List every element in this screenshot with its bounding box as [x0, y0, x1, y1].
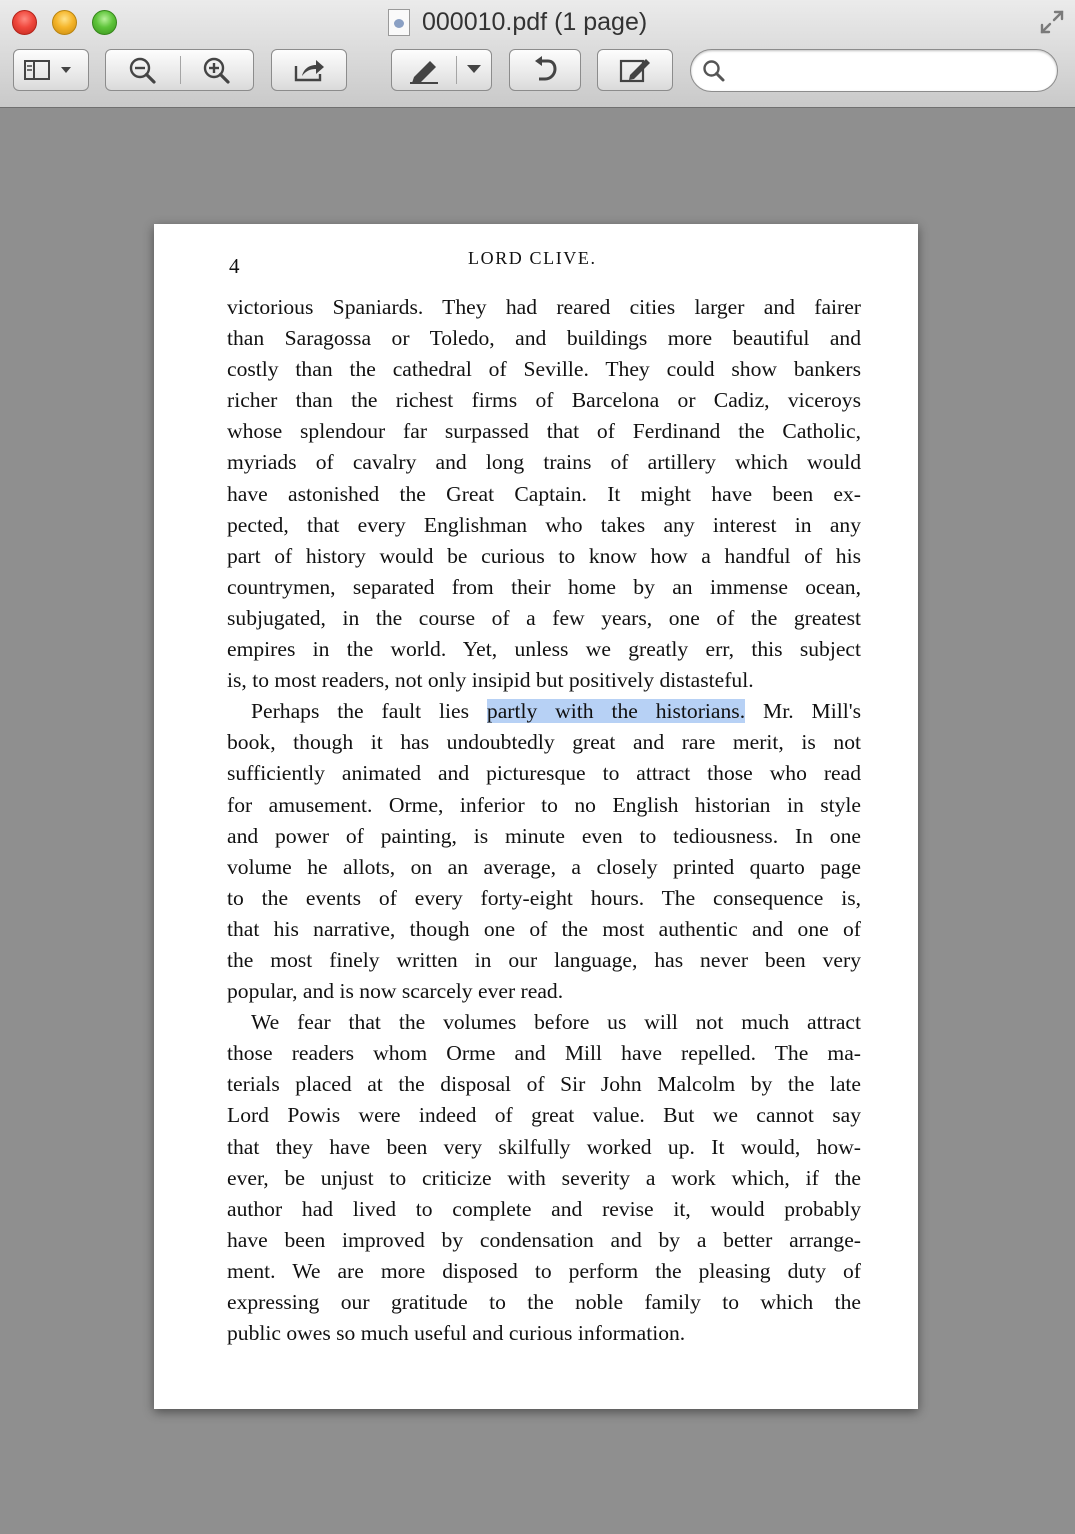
- text-line: for amusement. Orme, inferior to no English historian in style: [227, 792, 861, 817]
- share-button[interactable]: [271, 49, 347, 91]
- fullscreen-icon[interactable]: [1038, 8, 1066, 36]
- edit-icon: [618, 55, 652, 85]
- search-field[interactable]: [690, 49, 1058, 92]
- zoom-segmented-control: [105, 49, 254, 91]
- text-line: countrymen, separated from their home by an immense ocean,: [227, 574, 861, 599]
- text-line: have astonished the Great Captain. It might have been ex-: [227, 481, 861, 506]
- text-line: terials placed at the disposal of Sir John Malcolm by the late: [227, 1072, 861, 1097]
- paragraph-3: [227, 1007, 861, 1349]
- text-line: richer than the richest firms of Barcelona or Cadiz, viceroys: [227, 388, 861, 413]
- text-line: empires in the world. Yet, unless we greatly err, this subject: [227, 637, 861, 662]
- text-line: part of history would be curious to know how a handful of his: [227, 543, 861, 568]
- rotate-button[interactable]: [509, 49, 581, 91]
- zoom-out-button[interactable]: [128, 56, 158, 86]
- title-bar: [0, 0, 1075, 108]
- selected-text-highlight[interactable]: partly with the historians.: [486, 699, 746, 724]
- text-line: than Saragossa or Toledo, and buildings more beautiful and: [227, 326, 861, 351]
- text-line: popular, and is now scarcely ever read.: [227, 979, 564, 1004]
- text-line: have been improved by condensation and by a better arrange-: [227, 1227, 861, 1252]
- paragraph-1: [227, 292, 861, 696]
- zoom-in-button[interactable]: [202, 56, 232, 86]
- text-line: costly than the cathedral of Seville. They could show bankers: [227, 357, 861, 382]
- text-line: to the events of every forty-eight hours. The consequence is,: [227, 885, 861, 910]
- zoom-out-icon: [128, 56, 158, 86]
- text-line: myriads of cavalry and long trains of artillery which would: [227, 450, 861, 475]
- text-line: volume he allots, on an average, a closely printed quarto page: [227, 854, 861, 879]
- zoom-window-button[interactable]: [92, 10, 117, 35]
- text-line: the most finely written in our language, has never been very: [227, 947, 861, 972]
- text-line: subjugated, in the course of a few years, one of the greatest: [227, 605, 861, 630]
- minimize-window-button[interactable]: [52, 10, 77, 35]
- rotate-icon: [530, 55, 560, 85]
- text-line: book, though it has undoubtedly great and rare merit, is not: [227, 730, 861, 755]
- pdf-document-icon: [388, 9, 410, 36]
- text-line: [227, 696, 861, 727]
- text-line: whose splendour far surpassed that of Ferdinand the Catholic,: [227, 419, 861, 444]
- text-line: pected, that every Englishman who takes any interest in any: [227, 512, 861, 537]
- text-line: public owes so much useful and curious information.: [227, 1321, 686, 1346]
- close-window-button[interactable]: [12, 10, 37, 35]
- text-line: that they have been very skilfully worked up. It would, how-: [227, 1134, 861, 1159]
- text-line: and power of painting, is minute even to tediousness. In one: [227, 823, 861, 848]
- text-line: sufficiently animated and picturesque to attract those who read: [227, 761, 861, 786]
- text-line: ment. We are more disposed to perform the pleasing duty of: [227, 1258, 861, 1283]
- text-run: Mr. Mill's: [745, 699, 861, 724]
- running-head: LORD CLIVE.: [468, 248, 597, 268]
- share-icon: [292, 56, 326, 84]
- window-title: 000010.pdf (1 page): [422, 8, 648, 36]
- search-input[interactable]: [731, 56, 1045, 86]
- text-line: ever, be unjust to criticize with severity a work which, if the: [227, 1165, 861, 1190]
- text-line: is, to most readers, not only insipid but positively distasteful.: [227, 668, 754, 693]
- chevron-down-icon[interactable]: [466, 63, 482, 75]
- sidebar-icon: [23, 58, 79, 82]
- text-line: author had lived to complete and revise it, would probably: [227, 1196, 861, 1221]
- text-line: Lord Powis were indeed of great value. But we cannot say: [227, 1103, 861, 1128]
- text-line: We fear that the volumes before us will not much attract: [251, 1010, 861, 1035]
- edit-button[interactable]: [597, 49, 673, 91]
- text-line: those readers whom Orme and Mill have repelled. The ma-: [227, 1041, 861, 1066]
- paragraph-2: [227, 696, 861, 1007]
- pen-icon: [408, 57, 442, 85]
- search-icon: [702, 59, 726, 88]
- sidebar-button[interactable]: [13, 49, 89, 91]
- annotate-button[interactable]: [391, 49, 492, 91]
- text-line: expressing our gratitude to the noble family to which the: [227, 1290, 861, 1314]
- page-body-text[interactable]: [227, 292, 861, 1349]
- text-line: victorious Spaniards. They had reared cities larger and fairer: [227, 295, 861, 319]
- page-number: 4: [229, 254, 240, 278]
- zoom-in-icon: [202, 56, 232, 86]
- text-line: that his narrative, though one of the most authentic and one of: [227, 916, 861, 941]
- text-run: Perhaps the fault lies: [251, 699, 487, 724]
